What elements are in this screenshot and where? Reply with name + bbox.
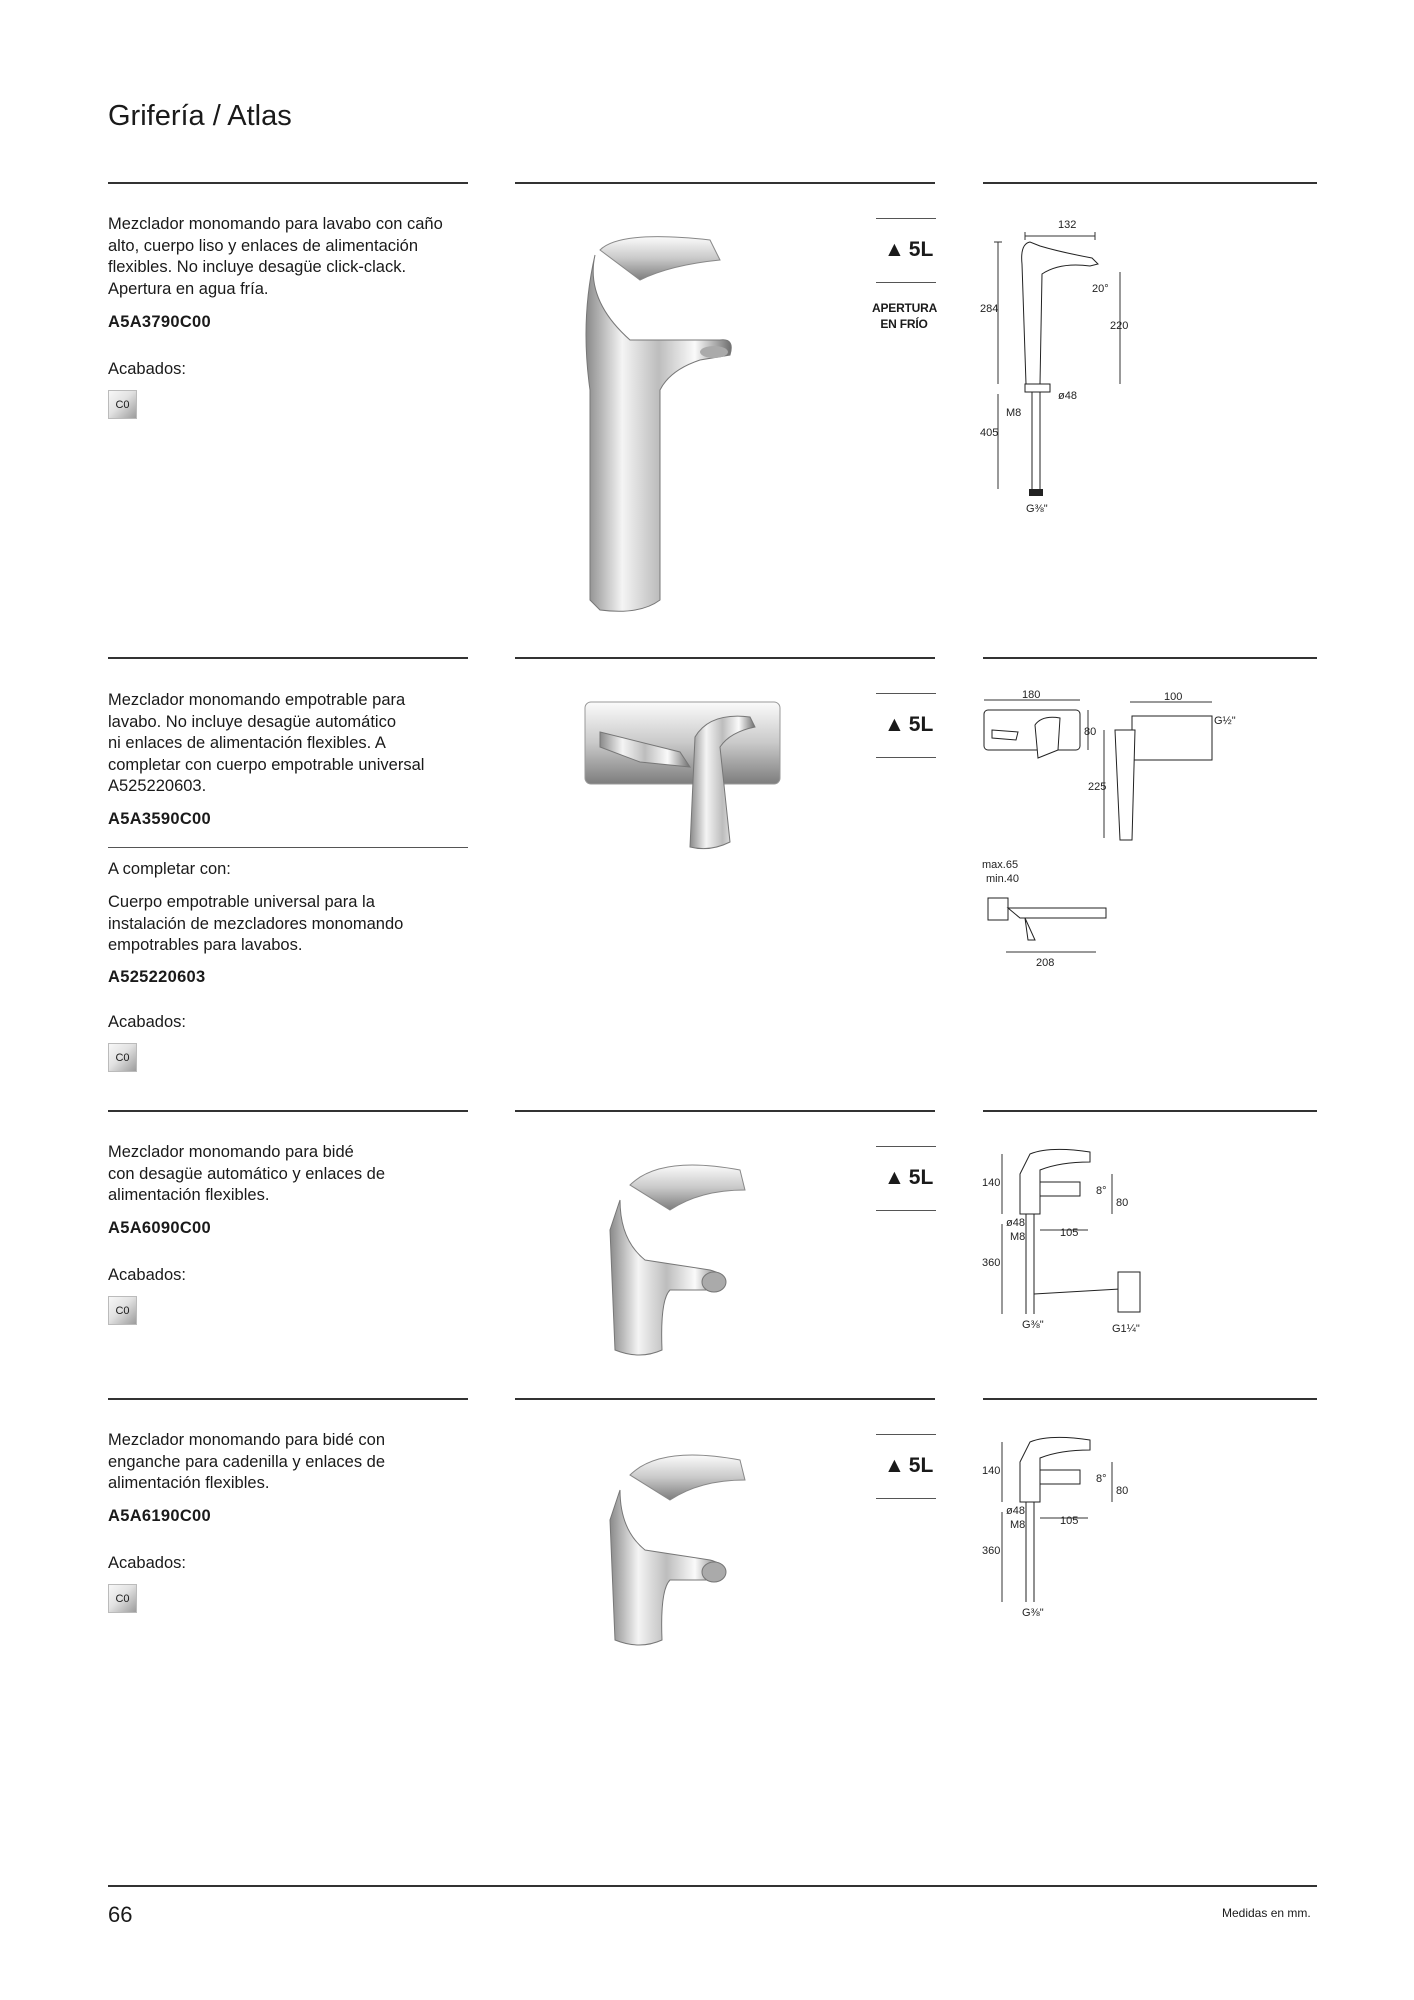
complement-rule xyxy=(108,847,468,848)
product-description: Mezclador monomando para bidé con desagüe automático y enlaces de alimentación flexibles. xyxy=(108,1143,386,1204)
section-rule-right xyxy=(983,1398,1317,1400)
svg-text:132: 132 xyxy=(1058,219,1077,231)
badge-rule xyxy=(876,1146,936,1147)
technical-drawing xyxy=(980,690,1280,990)
svg-text:180: 180 xyxy=(1022,690,1041,701)
water-drop-icon: ▲ xyxy=(884,1454,905,1477)
flow-badge: ▲ 5L xyxy=(884,238,934,261)
svg-text:G⅜": G⅜" xyxy=(1022,1607,1044,1619)
finish-swatch-chrome: C0 xyxy=(108,390,137,419)
water-drop-icon: ▲ xyxy=(884,1166,905,1189)
finish-swatch-chrome: C0 xyxy=(108,1043,137,1072)
svg-text:ø48: ø48 xyxy=(1006,1217,1025,1229)
product-description: Mezclador monomando para bidé con enganche para cadenilla y enlaces de alimentación flexibles. xyxy=(108,1431,386,1492)
product-code: A5A6090C00 xyxy=(108,1219,211,1237)
badge-rule xyxy=(876,1498,936,1499)
badge-rule xyxy=(876,282,936,283)
badge-rule xyxy=(876,1210,936,1211)
finish-swatch-chrome: C0 xyxy=(108,1584,137,1613)
finish-swatch-chrome: C0 xyxy=(108,1296,137,1325)
svg-text:G1¼": G1¼" xyxy=(1112,1323,1140,1335)
svg-text:max.65: max.65 xyxy=(982,859,1019,871)
section-rule-left xyxy=(108,182,468,184)
complement-code: A525220603 xyxy=(108,968,206,986)
finishes-label: Acabados: xyxy=(108,360,186,378)
technical-drawing xyxy=(980,1144,1180,1344)
section-rule-left xyxy=(108,1398,468,1400)
badge-rule xyxy=(876,1434,936,1435)
footer-note: Medidas en mm. xyxy=(1222,1906,1311,1920)
product-image-bidet-mixer xyxy=(590,1150,790,1360)
svg-text:360: 360 xyxy=(982,1545,1001,1557)
svg-text:8°: 8° xyxy=(1096,1473,1107,1485)
svg-text:G⅜": G⅜" xyxy=(1022,1319,1044,1331)
svg-text:405: 405 xyxy=(980,427,999,439)
section-rule-middle xyxy=(515,1398,935,1400)
section-rule-left xyxy=(108,657,468,659)
product-code: A5A3790C00 xyxy=(108,313,211,331)
flow-badge: ▲ 5L xyxy=(884,1166,934,1189)
svg-text:105: 105 xyxy=(1060,1227,1079,1239)
finishes-label: Acabados: xyxy=(108,1554,186,1572)
badge-rule xyxy=(876,218,936,219)
svg-text:284: 284 xyxy=(980,303,999,315)
svg-text:G½": G½" xyxy=(1214,715,1236,727)
svg-text:80: 80 xyxy=(1116,1197,1129,1209)
product-code: A5A6190C00 xyxy=(108,1507,211,1525)
svg-text:M8: M8 xyxy=(1006,407,1022,419)
svg-text:20°: 20° xyxy=(1092,283,1109,295)
product-image-tall-basin-mixer xyxy=(560,220,810,620)
technical-drawing xyxy=(980,214,1180,519)
section-rule-middle xyxy=(515,182,935,184)
finishes-label: Acabados: xyxy=(108,1266,186,1284)
svg-text:220: 220 xyxy=(1110,320,1129,332)
footer-rule xyxy=(108,1885,1317,1887)
svg-text:140: 140 xyxy=(982,1177,1001,1189)
section-rule-left xyxy=(108,1110,468,1112)
section-rule-middle xyxy=(515,657,935,659)
svg-text:360: 360 xyxy=(982,1257,1001,1269)
product-image-wall-basin-mixer xyxy=(580,692,790,862)
product-description: Mezclador monomando para lavabo con caño alto, cuerpo liso y enlaces de alimentación flexibles. No incluye desagüe click-clack. Apertura en agua fría. xyxy=(108,215,443,298)
complement-description: Cuerpo empotrable universal para la instalación de mezcladores monomando empotrables para lavabos. xyxy=(108,893,404,954)
svg-text:8°: 8° xyxy=(1096,1185,1107,1197)
section-rule-middle xyxy=(515,1110,935,1112)
svg-text:80: 80 xyxy=(1084,726,1097,738)
svg-text:ø48: ø48 xyxy=(1058,390,1077,402)
svg-text:M8: M8 xyxy=(1010,1231,1026,1243)
complement-label: A completar con: xyxy=(108,860,231,878)
section-rule-right xyxy=(983,182,1317,184)
water-drop-icon: ▲ xyxy=(884,238,905,261)
section-rule-right xyxy=(983,657,1317,659)
svg-text:208: 208 xyxy=(1036,957,1055,969)
svg-text:105: 105 xyxy=(1060,1515,1079,1527)
cold-opening-badge: APERTURA EN FRÍO xyxy=(872,301,938,331)
svg-text:ø48: ø48 xyxy=(1006,1505,1025,1517)
svg-text:100: 100 xyxy=(1164,691,1183,703)
section-rule-right xyxy=(983,1110,1317,1112)
water-drop-icon: ▲ xyxy=(884,713,905,736)
svg-text:M8: M8 xyxy=(1010,1519,1026,1531)
technical-drawing xyxy=(980,1432,1180,1632)
product-code: A5A3590C00 xyxy=(108,810,211,828)
badge-rule xyxy=(876,757,936,758)
svg-text:min.40: min.40 xyxy=(986,873,1020,885)
product-image-bidet-mixer xyxy=(590,1440,790,1650)
finishes-label: Acabados: xyxy=(108,1013,186,1031)
svg-text:140: 140 xyxy=(982,1465,1001,1477)
page-title: Grifería / Atlas xyxy=(108,100,292,132)
flow-badge: ▲ 5L xyxy=(884,1454,934,1477)
svg-text:225: 225 xyxy=(1088,781,1107,793)
product-description: Mezclador monomando empotrable para lavabo. No incluye desagüe automático ni enlaces de alimentación flexibles. A completar con cuerpo empotrable universal A525220603. xyxy=(108,691,425,795)
svg-text:80: 80 xyxy=(1116,1485,1129,1497)
svg-text:G⅜": G⅜" xyxy=(1026,503,1048,515)
flow-badge: ▲ 5L xyxy=(884,713,934,736)
page-number: 66 xyxy=(108,1902,133,1927)
badge-rule xyxy=(876,693,936,694)
